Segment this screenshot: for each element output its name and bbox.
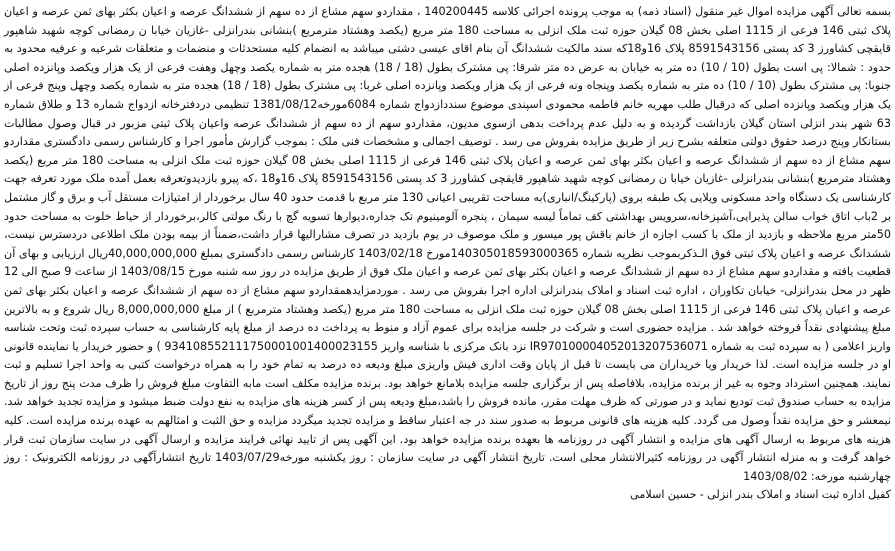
notice-body: بسمه تعالی آگهی مزایده اموال غیر منقول (اسناد ذمه) به موجب پرونده اجرائی کلاسه 140200445 ، مقداردو سهم مشاع از ده سهم از ششدانگ عرصه و اعیان بکثر بهای ثمن عرصه و اعیان پلاک ثبتی 146 فرعی از 1115 اصلی بخش 08 گیلان حوزه ثبت ملک انزلی به مساحت 180 متر مربع (یکصد وهشتاد مترمربع )بنشانی بندرانزلی -غازیان خیابا ن رمضانی کوچه شهید شاهپور قایقچی کشاورز 3 کد پستی 8591543156 پلاک 16و18که سند مالکیت ششدانگ آن بنام اقای عیسی دشتی میباشد به انضمام کلیه مستحدثات و منضمات و متعلقات شرعیه و عرفیه محدود به حدود : شمالا: پی است بطول (10 / 10) ده متر به خیابان به عرض ده متر شرقا: پی مشترک بطول (18 / 18) هجده متر به شماره یکصد وچهل وهفت فرعی از یک هزار ویکصد وپانزده اصلی جنوبا: پی مشترک بطول (10 / 10) ده متر به شماره یکصد وپنجاه ونه فرعی از یک هزار ویکصد وپانزده اصلی غربا: پی مشترک بطول (18 / 18) هجده متر به شماره یکصد وچهل وپنج فرعی از یک هزار ویکصد وپانزده اصلی که درقبال طلب مهریه خانم فاطمه محمودی اسپندی موضوع سنددازدواج شماره 6084مورخه1381/08/12 تنظیمی دردفترخانه ازدواج شماره 13 و طلاق شماره 63 شهر بندر انزلی استان گیلان بازداشت گردیده و به دلیل عدم پرداخت بدهی ازسوی مدیون، مقداردو سهم از ده سهم از ششدانگ عرصه واعیان پلاک ثبتی مزبور در قبال وصول مطالبات بستانکار وپنج درصد حقوق دولتی متعلقه بشرح زیر از طریق مزایده بفروش می رسد . توصیف اجمالی و مشخصات فنی ملک : بموجب گزارش مأمور اجرا و کارشناس رسمی دادگستری مقداردو سهم مشاع از ده سهم از ششدانگ عرصه و اعیان بکثر بهای ثمن عرصه و اعیان پلاک ثبتی 146 فرعی از 1115 اصلی بخش 08 گیلان حوزه ثبت ملک انزلی به مساحت 180 متر مربع (یکصد وهشتاد مترمربع )بنشانی بندرانزلی -غازیان خیابا ن رمضانی کوچه شهید شاهپور قایقچی کشاورز 3 کد پستی 8591543156 پلاک 16و18 ،که پیرو بازدیدوتعرفه بعمل آمده ملک مورد تعرفه جهت کارشناسی یک دستگاه واحد مسکونی ویلایی یک طبقه بروی (پارکینگ/انباری)به مساحت تقریبی اعیانی 130 متر مربع با قدمت حدود 40 سال برخوردار از امتیازات مستقل آب و برق و گاز مشتمل بر 2باب اتاق خواب سالن پذیرایی،آشپزخانه،سرویس بهداشتی کف تماماً لیسه سیمان ، پنجره آلومینیوم تک جداره،دیوارها تسویه گچ با رنگ مولتی کالر،برخوردار از حیاط خلوت به مساحت حدود 50متر مربع ملاحظه و بازدید از ملک با کسب اجازه از خانم باقش پور میسور و ملک موصوف در یوم بازدید در تصرف مشارالیها قرار داشت،ضمناً از بیمه بودن ملک اطلاعی دردسترس نیست، ششدانگ عرصه و اعیان پلاک ثبتی فوق الـذکربموجب نظریه شماره 140305018593000365مورخ 1403/02/18 کارشناس رسمی دادگستری بمبلغ 40,000,000,000ریال ارزیابی و بهای آن قطعیت یافته و مقداردو سهم مشاع از ده سهم از ششدانگ عرصه و اعیان بکثر بهای ثمن عرصه و اعیان ملک فوق از طریق مزایده در روز سه شنبه مورخ 1403/08/15 از ساعت 9 صبح الی 12 ظهر در محل بندرانزلی- خیابان تکاوران ، اداره ثبت اسناد و املاک بندرانزلی اداره اجرا بفروش می رسد . موردمزایدهمقداردو سهم مشاع از ده سهم از ششدانگ عرصه و اعیان بکثر بهای ثمن عرصه و اعیان پلاک ثبتی 146 فرعی از 1115 اصلی بخش 08 گیلان حوزه ثبت ملک انزلی به مساحت 180 متر مربع (یکصد وهشتاد مترمربع ) از مبلغ 8,000,000,000 ریال شروع و به بالاترین مبلغ پیشنهادی نقداً فروخته خواهد شد . مزایده حضوری است و شرکت در جلسه مزایده برای عموم آزاد و منوط به پرداخت ده درصد از مبلغ پایه کارشناسی به حساب سپرده ثبت وتحت شناسه واریز اعلامی ( به سپرده ثبت به شماره IR970100004052013207536071 نزد بانک مرکزی با شناسه واریز 934108552111750001001400023155 ) و حضور خریدار یا نماینده قانونی او در جلسه مزایده است. لذا خریدار ویا خریداران می بایست تا قبل از پایان وقت اداری فیش واریزی مبلغ ودیعه ده درصد به تمام خود را به همراه درخواست کتبی به واحد اجرا تسلیم و ثبت نمایند. همچنین استرداد وجوه به غیر از برنده مزایده، بلافاصله پس از برگزاری جلسه مزایده بلامانع خواهد بود. برنده مزایده مکلف است مابه التفاوت مبلغ فروش را ظرف مدت پنج روز از تاریخ مزایده به حساب صندوق ثبت تودیع نماید و در صورتی که ظرف مهلت مقرر، مانده فروش را باشد،مبلغ ودیعه پس از کسر هزینه های مزایده به نفع دولت ضبط میشود و مزایده تجدید خواهد شد. نیمعشر و حق مزایده نقداً وصول می گردد. کلیه هزینه های قانونی مربوط به صدور سند در جه اعتبار ساقط و مزایده تجدید میگردد مزایده و حق الثبت و امثالهم به عهده برنده مزایده است. کلیه هزینه های مربوط به ارسال آگهی های مزایده و انتشار آگهی در روزنامه ها بعهده برنده مزایده خواهد بود. این آگهی پس از تایید نهائی فرایند مزایده و ارسال آگهی در سایت سازمان ثبت قرار خواهد گرفت و به منزله انتشار آگهی در روزنامه کثیرالانتشار محلی است. تاریخ انتشار آگهی در سایت سازمان : روز یکشنبه مورخه1403/07/29 تاریخ انتشارآگهی در روزنامه الکترونیک : روز چهارشنبه مورخه: 1403/08/02 (4, 5, 891, 483)
notice-signature: کفیل اداره ثبت اسناد و املاک بندر انزلی - حسین اسلامی (630, 488, 891, 502)
